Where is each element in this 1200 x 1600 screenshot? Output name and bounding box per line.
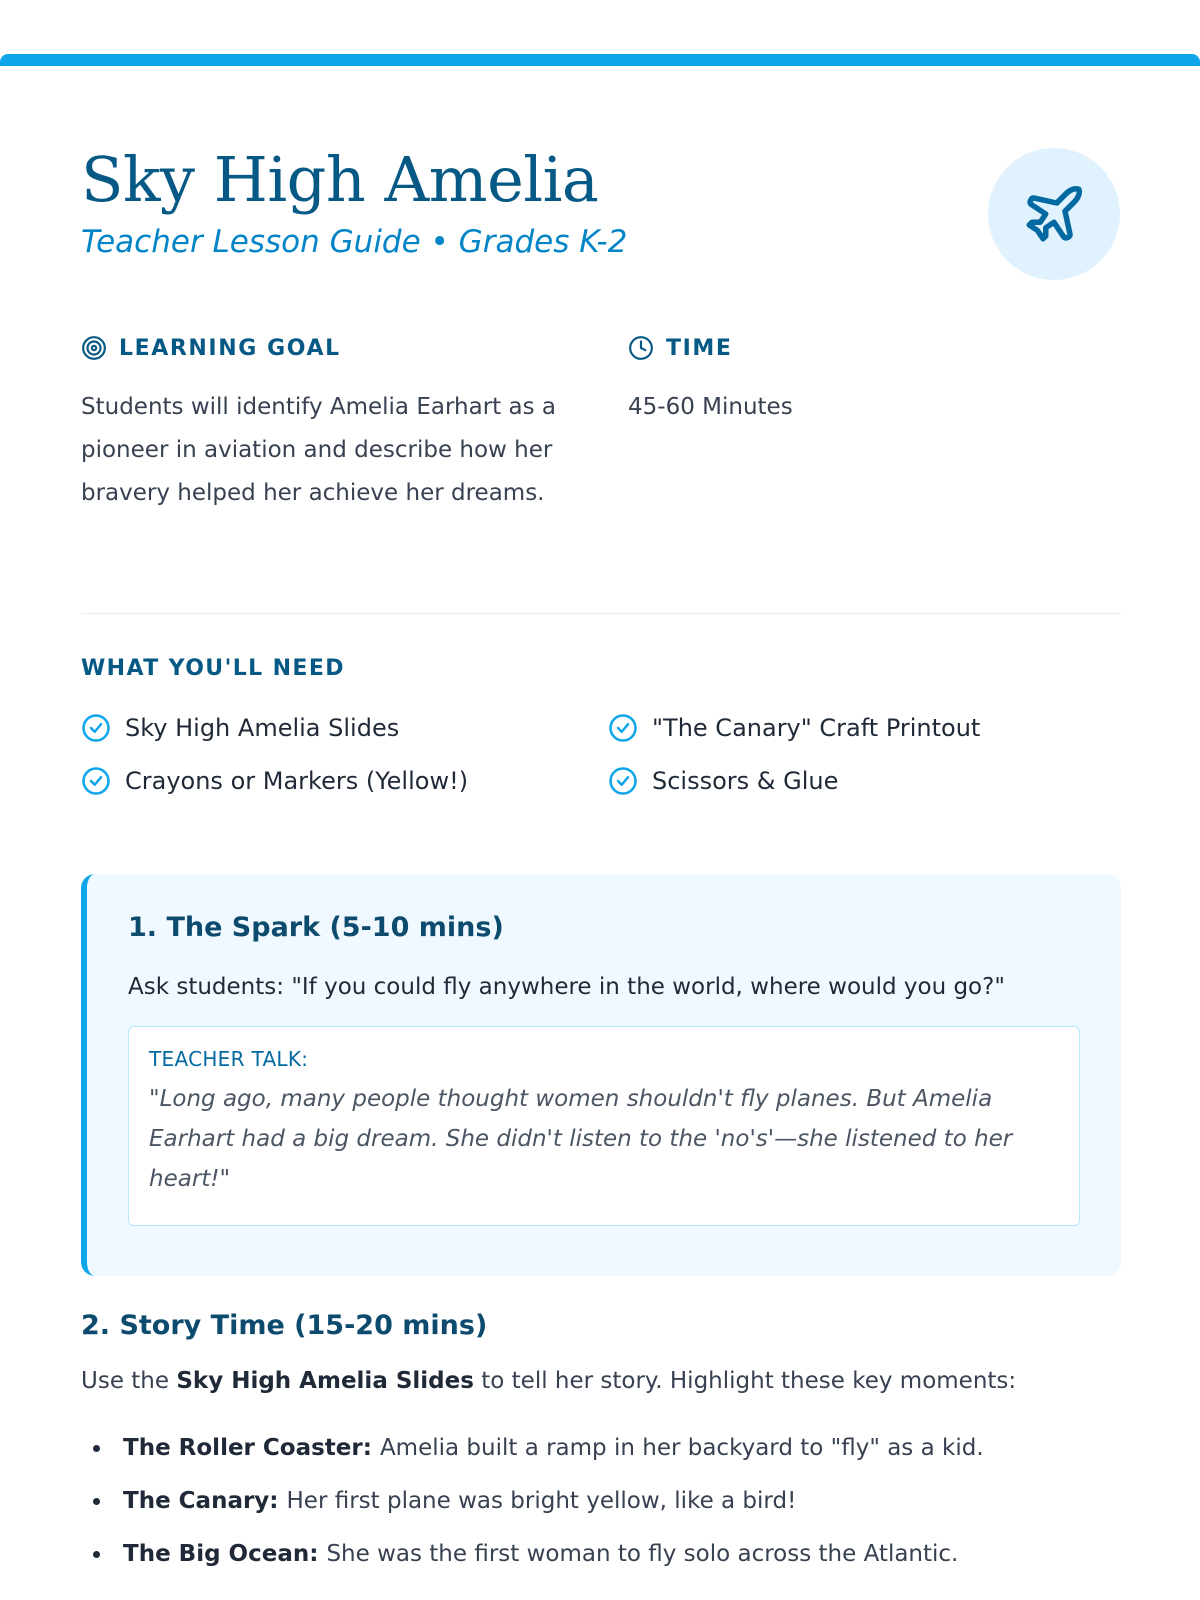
- teacher-talk-box: [128, 1026, 1080, 1226]
- spark-prompt: Ask students: "If you could fly anywhere in the world, where would you go?": [128, 974, 1005, 1000]
- bullet-dot: [93, 1551, 100, 1558]
- materials-title: WHAT YOU'LL NEED: [81, 656, 345, 681]
- story-intro: [81, 1368, 1016, 1394]
- moment-title: The Big Ocean:: [123, 1541, 319, 1567]
- spark-heading: 1. The Spark (5-10 mins): [128, 912, 504, 943]
- list-item: [81, 1534, 958, 1574]
- top-accent-bar: [0, 54, 1200, 66]
- learning-goal-section: [81, 332, 561, 515]
- time-text: 45-60 Minutes: [628, 394, 793, 420]
- lesson-meta: [81, 332, 1121, 572]
- list-item: [81, 1428, 984, 1468]
- bullet-dot: [93, 1445, 100, 1452]
- learning-goal-text: Students will identify Amelia Earhart as a pioneer in aviation and describe how her bravery helped her achieve her dreams.: [81, 394, 556, 506]
- page-subtitle: Teacher Lesson Guide • Grades K-2: [81, 224, 628, 260]
- materials-item-label: Scissors & Glue: [652, 767, 839, 795]
- check-circle-icon: [608, 766, 638, 796]
- time-label: [628, 332, 1108, 364]
- moment-text: She was the first woman to fly solo across the Atlantic.: [326, 1541, 959, 1567]
- airplane-icon: [1021, 181, 1087, 247]
- moment-title: The Canary:: [123, 1488, 279, 1514]
- time-label-text: TIME: [666, 335, 733, 361]
- moment-text: Her first plane was bright yellow, like a bird!: [286, 1488, 797, 1514]
- page-title: Sky High Amelia: [81, 143, 599, 216]
- lesson-content: [81, 140, 1121, 1567]
- moment-text: Amelia built a ramp in her backyard to "fly" as a kid.: [379, 1435, 984, 1461]
- bullet-dot: [93, 1498, 100, 1505]
- teacher-talk-label: TEACHER TALK:: [149, 1047, 309, 1071]
- check-circle-icon: [608, 713, 638, 743]
- materials-item-label: Crayons or Markers (Yellow!): [125, 767, 469, 795]
- check-circle-icon: [81, 713, 111, 743]
- time-section: [628, 332, 1108, 429]
- story-intro-before: Use the: [81, 1368, 170, 1394]
- materials-item: [608, 761, 838, 801]
- teacher-talk-quote: "Long ago, many people thought women shouldn't fly planes. But Amelia Earhart had a big dream. She didn't listen to the 'no's'—she listened to her heart!": [149, 1086, 1013, 1192]
- moment-title: The Roller Coaster:: [123, 1435, 372, 1461]
- list-item: [81, 1481, 796, 1521]
- story-heading: 2. Story Time (15-20 mins): [81, 1310, 488, 1341]
- materials-item-label: "The Canary" Craft Printout: [652, 714, 981, 742]
- target-icon: [81, 335, 107, 361]
- story-intro-bold: Sky High Amelia Slides: [176, 1368, 474, 1394]
- story-intro-after: to tell her story. Highlight these key moments:: [481, 1368, 1017, 1394]
- materials-item: [81, 761, 468, 801]
- materials-item: [81, 708, 399, 748]
- airplane-badge: [988, 148, 1120, 280]
- clock-icon: [628, 335, 654, 361]
- section-divider: [81, 613, 1121, 614]
- spark-section: [81, 874, 1121, 1276]
- materials-item-label: Sky High Amelia Slides: [125, 714, 400, 742]
- materials-item: [608, 708, 980, 748]
- learning-goal-label: [81, 332, 561, 364]
- learning-goal-label-text: LEARNING GOAL: [119, 335, 341, 361]
- check-circle-icon: [81, 766, 111, 796]
